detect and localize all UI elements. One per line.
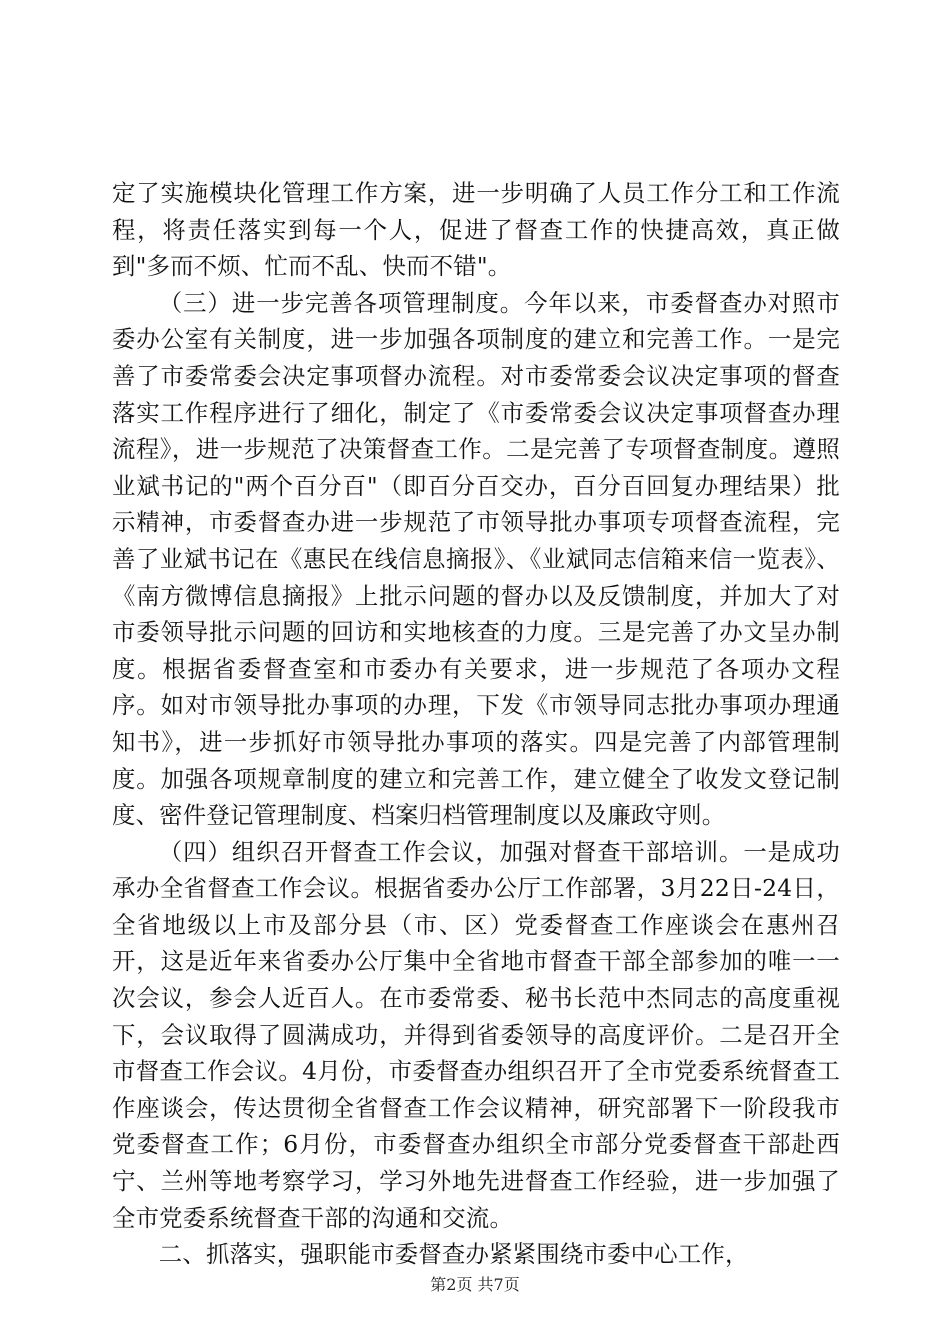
paragraph-section-two-heading: 二、抓落实，强职能市委督查办紧紧围绕市委中心工作，	[158, 1240, 749, 1269]
page-number-footer: 第2页 共7页	[430, 1275, 520, 1294]
paragraph-continuation: 定了实施模块化管理工作方案，进一步明确了人员工作分工和工作流程，将责任落实到每一个人，促进了督查工作的快捷高效，真正做到"多而不烦、忙而不乱、快而不错"。	[112, 179, 840, 281]
paragraph-section-three: （三）进一步完善各项管理制度。今年以来，市委督查办对照市委办公室有关制度，进一步加强各项制度的建立和完善工作。一是完善了市委常委会决定事项督办流程。对市委常委会议决定事项的督查落实工作程序进行了细化，制定了《市委常委会议决定事项督查办理流程》，进一步规范了决策督查工作。二是完善了专项督查制度。遵照业斌书记的"两个百分百"（即百分百交办，百分百回复办理结果）批示精神，市委督查办进一步规范了市领导批办事项专项督查流程，完善了业斌书记在《惠民在线信息摘报》、《业斌同志信箱来信一览表》、《南方微博信息摘报》上批示问题的督办以及反馈制度，并加大了对市委领导批示问题的回访和实地核查的力度。三是完善了办文呈办制度。根据省委督查室和市委办有关要求，进一步规范了各项办文程序。如对市领导批办事项的办理，下发《市领导同志批办事项办理通知书》，进一步抓好市领导批办事项的落实。四是完善了内部管理制度。加强各项规章制度的建立和完善工作，建立健全了收发文登记制度、密件登记管理制度、档案归档管理制度以及廉政守则。	[112, 288, 840, 830]
document-body	[112, 175, 840, 1273]
paragraph-section-four: （四）组织召开督查工作会议，加强对督查干部培训。一是成功承办全省督查工作会议。根据省委办公厅工作部署，3月22日-24日，全省地级以上市及部分县（市、区）党委督查工作座谈会在惠州召开，这是近年来省委办公厅集中全省地市督查干部全部参加的唯一一次会议，参会人近百人。在市委常委、秘书长范中杰同志的高度重视下，会议取得了圆满成功，并得到省委领导的高度评价。二是召开全市督查工作会议。4月份，市委督查办组织召开了全市党委系统督查工作座谈会，传达贯彻全省督查工作会议精神，研究部署下一阶段我市党委督查工作；6月份，市委督查办组织全市部分党委督查干部赴西宁、兰州等地考察学习，学习外地先进督查工作经验，进一步加强了全市党委系统督查干部的沟通和交流。	[112, 837, 840, 1232]
